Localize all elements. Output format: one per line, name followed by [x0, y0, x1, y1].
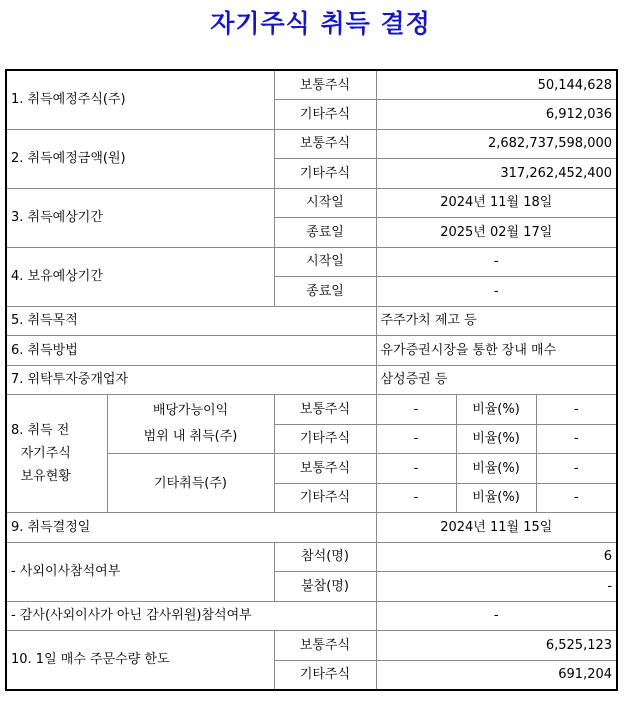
value-cell: 2,682,737,598,000	[376, 129, 617, 159]
table-row-broker	[6, 365, 617, 395]
sub-label: 기타주식	[274, 100, 376, 130]
table-row-holdings	[6, 395, 617, 425]
sub-label: 보통주식	[274, 631, 376, 661]
ratio-label: 비율(%)	[456, 454, 536, 484]
table-row-decision-date	[6, 513, 617, 543]
ratio-value: -	[536, 454, 617, 484]
row-label: 10. 1일 매수 주문수량 한도	[6, 631, 274, 690]
sub-label: 종료일	[274, 277, 376, 307]
page-title: 자기주식 취득 결정	[210, 9, 431, 38]
ratio-label: 비율(%)	[456, 424, 536, 454]
table-row-outside-directors	[6, 542, 617, 572]
row-label: 1. 취득예정주식(주)	[6, 70, 274, 129]
ratio-label: 비율(%)	[456, 483, 536, 513]
value-cell: 317,262,452,400	[376, 159, 617, 189]
value-cell: 2025년 02월 17일	[376, 218, 617, 248]
row-label: - 사외이사참석여부	[6, 542, 274, 601]
value-cell: -	[376, 395, 456, 425]
value-cell: 691,204	[376, 660, 617, 690]
ratio-value: -	[536, 483, 617, 513]
sub-label: 기타주식	[274, 424, 376, 454]
row-label: 9. 취득결정일	[6, 513, 376, 543]
value-cell: -	[376, 247, 617, 277]
ratio-label: 비율(%)	[456, 395, 536, 425]
table-row-acquisition-period	[6, 188, 617, 218]
sub-label: 보통주식	[274, 454, 376, 484]
table-row-daily-limit	[6, 631, 617, 661]
row-label: 6. 취득방법	[6, 336, 376, 366]
label-line: 보유현황	[20, 469, 71, 484]
value-cell: -	[376, 277, 617, 307]
label-line: 자기주식	[20, 446, 71, 461]
table-row-planned-amount	[6, 129, 617, 159]
table-row-holding-period	[6, 247, 617, 277]
sub-label: 보통주식	[274, 70, 376, 100]
sub-label: 참석(명)	[274, 542, 376, 572]
sub-label: 기타주식	[274, 159, 376, 189]
value-cell: 2024년 11월 18일	[376, 188, 617, 218]
sub-label: 보통주식	[274, 395, 376, 425]
row-label: 7. 위탁투자중개업자	[6, 365, 376, 395]
sub-label: 기타주식	[274, 483, 376, 513]
value-cell: 주주가치 제고 등	[376, 306, 617, 336]
table-row-planned-shares	[6, 70, 617, 100]
value-cell: 6,912,036	[376, 100, 617, 130]
value-cell: 삼성증권 등	[376, 365, 617, 395]
row-label: 3. 취득예상기간	[6, 188, 274, 247]
sub-label: 시작일	[274, 247, 376, 277]
row-label	[6, 395, 107, 513]
disclosure-table	[5, 69, 618, 691]
value-cell: 2024년 11월 15일	[376, 513, 617, 543]
value-cell: -	[376, 572, 617, 602]
label-line: 8. 취득 전	[11, 423, 70, 438]
ratio-value: -	[536, 395, 617, 425]
ratio-value: -	[536, 424, 617, 454]
label-line: 배당가능이익	[152, 403, 229, 418]
sub-label: 불참(명)	[274, 572, 376, 602]
group-label: 기타취득(주)	[107, 454, 274, 513]
sub-label: 보통주식	[274, 129, 376, 159]
value-cell: 50,144,628	[376, 70, 617, 100]
table-row-auditor	[6, 601, 617, 631]
row-label: 5. 취득목적	[6, 306, 376, 336]
value-cell: -	[376, 483, 456, 513]
row-label: 2. 취득예정금액(원)	[6, 129, 274, 188]
value-cell: -	[376, 454, 456, 484]
value-cell: -	[376, 601, 617, 631]
value-cell: 유가증권시장을 통한 장내 매수	[376, 336, 617, 366]
table-row-method	[6, 336, 617, 366]
value-cell: 6,525,123	[376, 631, 617, 661]
sub-label: 기타주식	[274, 660, 376, 690]
value-cell: -	[376, 424, 456, 454]
group-label	[107, 395, 274, 454]
sub-label: 종료일	[274, 218, 376, 248]
row-label: - 감사(사외이사가 아닌 감사위원)참석여부	[6, 601, 376, 631]
sub-label: 시작일	[274, 188, 376, 218]
value-cell: 6	[376, 542, 617, 572]
table-row-purpose	[6, 306, 617, 336]
row-label: 4. 보유예상기간	[6, 247, 274, 306]
label-line: 범위 내 취득(주)	[143, 429, 238, 444]
